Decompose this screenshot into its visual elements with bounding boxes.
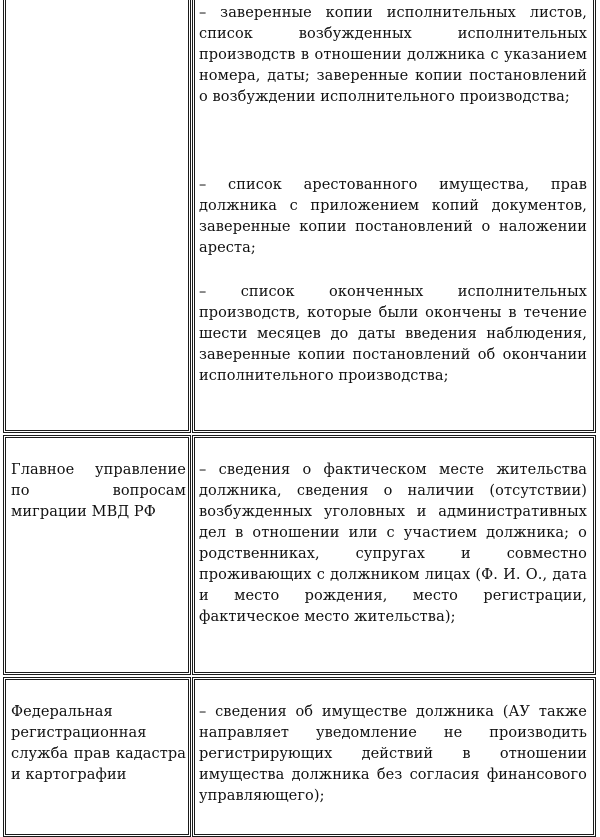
authority-name: Главное управление по вопросам миграции МВД РФ	[11, 462, 186, 520]
document-item: – сведения об имуществе должника (АУ также направляет уведомление не производить регистрирующих действий в отношении имущества должника без согласия финансового управляющего);	[199, 704, 587, 804]
table-row	[0, 435, 600, 675]
table-cell-authority	[3, 0, 191, 433]
table-row	[0, 677, 600, 837]
document-item: – заверенные копии исполнительных листов, список возбужденных исполнительных производств в отношении должника с указанием номера, даты; заверенные копии постановлений о возбуждении исполнительного производства;	[199, 5, 587, 105]
table-cell-documents	[192, 0, 596, 433]
table-cell-documents	[192, 677, 596, 837]
document-item: – сведения о фактическом месте жительства должника, сведения о наличии (отсутствии) возбужденных уголовных и административных дел в отношении или с участием должника; о родственниках, супругах и совместно проживающих с должником лицах (Ф. И. О., дата и место рождения, место регистрации, фактическое место жительства);	[199, 462, 587, 625]
table-cell-authority	[3, 677, 191, 837]
document-item: – список арестованного имущества, прав должника с приложением копий документов, заверенные копии постановлений о наложении ареста;	[199, 177, 587, 256]
table-cell-authority	[3, 435, 191, 675]
table-cell-documents	[192, 435, 596, 675]
authority-name: Федеральная регистрационная служба прав кадастра и картографии	[11, 704, 186, 783]
document-item: – список оконченных исполнительных производств, которые были окончены в течение шести месяцев до даты введения наблюдения, заверенные копии постановлений об окончании исполнительного производства;	[199, 284, 587, 384]
